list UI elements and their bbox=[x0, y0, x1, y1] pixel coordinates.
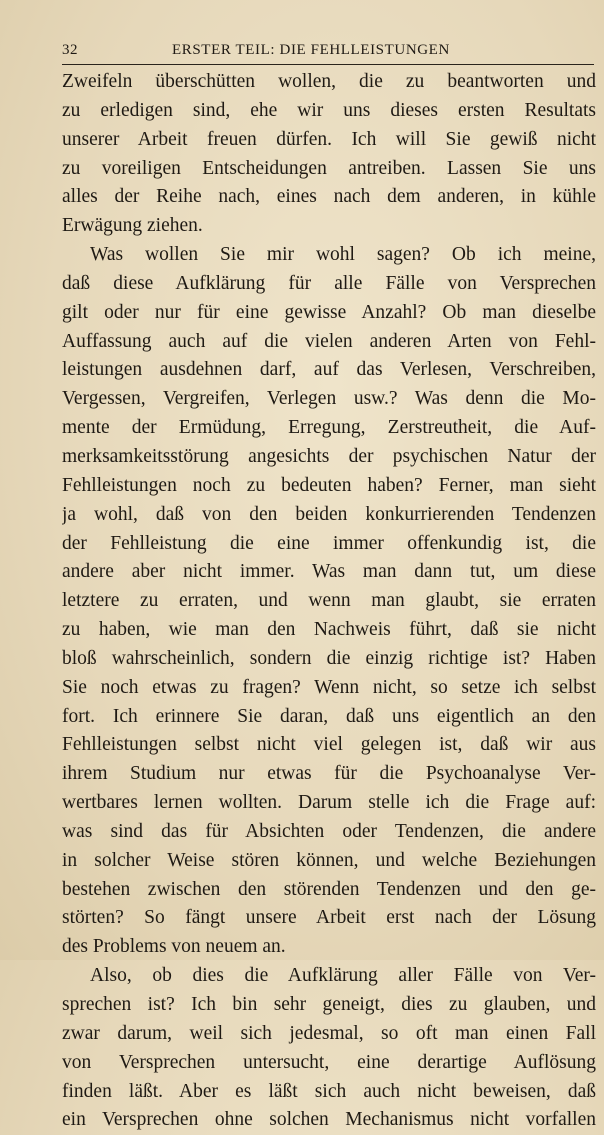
text-line: Erwägung ziehen. bbox=[62, 215, 203, 237]
text-line: fort. Ich erinnere Sie daran, daß uns eigentlich an den bbox=[62, 705, 596, 727]
page-header bbox=[62, 40, 594, 64]
text-line: Was wollen Sie mir wohl sagen? Ob ich meine, bbox=[90, 244, 596, 266]
text-line: leistungen ausdehnen darf, auf das Verlesen, Verschreiben, bbox=[62, 359, 596, 381]
body-text bbox=[62, 68, 596, 1135]
text-line: Also, ob dies die Aufklärung aller Fälle von Ver- bbox=[90, 965, 596, 987]
text-line: gilt oder nur für eine gewisse Anzahl? Ob man dieselbe bbox=[62, 301, 596, 323]
text-line: der Fehlleistung die eine immer offenkundig ist, die bbox=[62, 532, 596, 554]
text-line: zu erledigen sind, ehe wir uns dieses ersten Resultats bbox=[62, 99, 596, 121]
text-line: bestehen zwischen den störenden Tendenzen und den ge- bbox=[62, 878, 596, 900]
text-line: zu voreiligen Entscheidungen antreiben. Lassen Sie uns bbox=[62, 157, 596, 179]
text-line: sprechen ist? Ich bin sehr geneigt, dies zu glauben, und bbox=[62, 994, 596, 1015]
text-line: ihrem Studium nur etwas für die Psychoanalyse Ver- bbox=[62, 763, 596, 785]
text-line: alles der Reihe nach, eines nach dem anderen, in kühle bbox=[62, 186, 596, 208]
text-line: Fehlleistungen selbst nicht viel gelegen ist, daß wir aus bbox=[62, 734, 596, 756]
text-line: zwar darum, weil sich jedesmal, so oft man einen Fall bbox=[62, 1022, 596, 1044]
text-line: Fehlleistungen noch zu bedeuten haben? Ferner, man sieht bbox=[62, 474, 596, 496]
page-number: 32 bbox=[62, 42, 78, 58]
text-line: unserer Arbeit freuen dürfen. Ich will Sie gewiß nicht bbox=[62, 128, 596, 150]
text-line: ein Versprechen ohne solchen Mechanismus nicht vorfallen bbox=[62, 1109, 596, 1131]
text-line: finden läßt. Aber es läßt sich auch nicht beweisen, daß bbox=[62, 1080, 596, 1102]
text-line: merksamkeitsstörung angesichts der psychischen Natur der bbox=[62, 445, 596, 467]
text-line: mente der Ermüdung, Erregung, Zerstreutheit, die Auf- bbox=[62, 417, 596, 439]
text-line: wertbares lernen wollten. Darum stelle ich die Frage auf: bbox=[62, 792, 596, 814]
text-line: letztere zu erraten, und wenn man glaubt, sie erraten bbox=[62, 590, 596, 612]
text-line: Auffassung auch auf die vielen anderen Arten von Fehl- bbox=[62, 330, 596, 352]
text-line: zu haben, wie man den Nachweis führt, daß sie nicht bbox=[62, 619, 596, 641]
text-line: von Versprechen untersucht, eine derartige Auflösung bbox=[62, 1051, 596, 1073]
running-head: ERSTER TEIL: DIE FEHLLEISTUNGEN bbox=[172, 42, 450, 58]
header-rule bbox=[62, 64, 594, 65]
text-line: Zweifeln überschütten wollen, die zu beantworten und bbox=[62, 71, 596, 92]
text-line: andere aber nicht immer. Was man dann tut, um diese bbox=[62, 561, 596, 583]
text-line: daß diese Aufklärung für alle Fälle von Versprechen bbox=[62, 272, 596, 294]
text-line: störten? So fängt unsere Arbeit erst nach der Lösung bbox=[62, 907, 596, 929]
text-line: was sind das für Absichten oder Tendenzen, die andere bbox=[62, 820, 596, 842]
text-line: bloß wahrscheinlich, sondern die einzig richtige ist? Haben bbox=[62, 647, 596, 669]
text-line: des Problems von neuem an. bbox=[62, 936, 286, 958]
text-line: Sie noch etwas zu fragen? Wenn nicht, so setze ich selbst bbox=[62, 676, 596, 698]
text-line: Vergessen, Vergreifen, Verlegen usw.? Was denn die Mo- bbox=[62, 388, 596, 410]
text-line: ja wohl, daß von den beiden konkurrierenden Tendenzen bbox=[62, 503, 596, 525]
text-line: in solcher Weise stören können, und welche Beziehungen bbox=[62, 849, 596, 871]
